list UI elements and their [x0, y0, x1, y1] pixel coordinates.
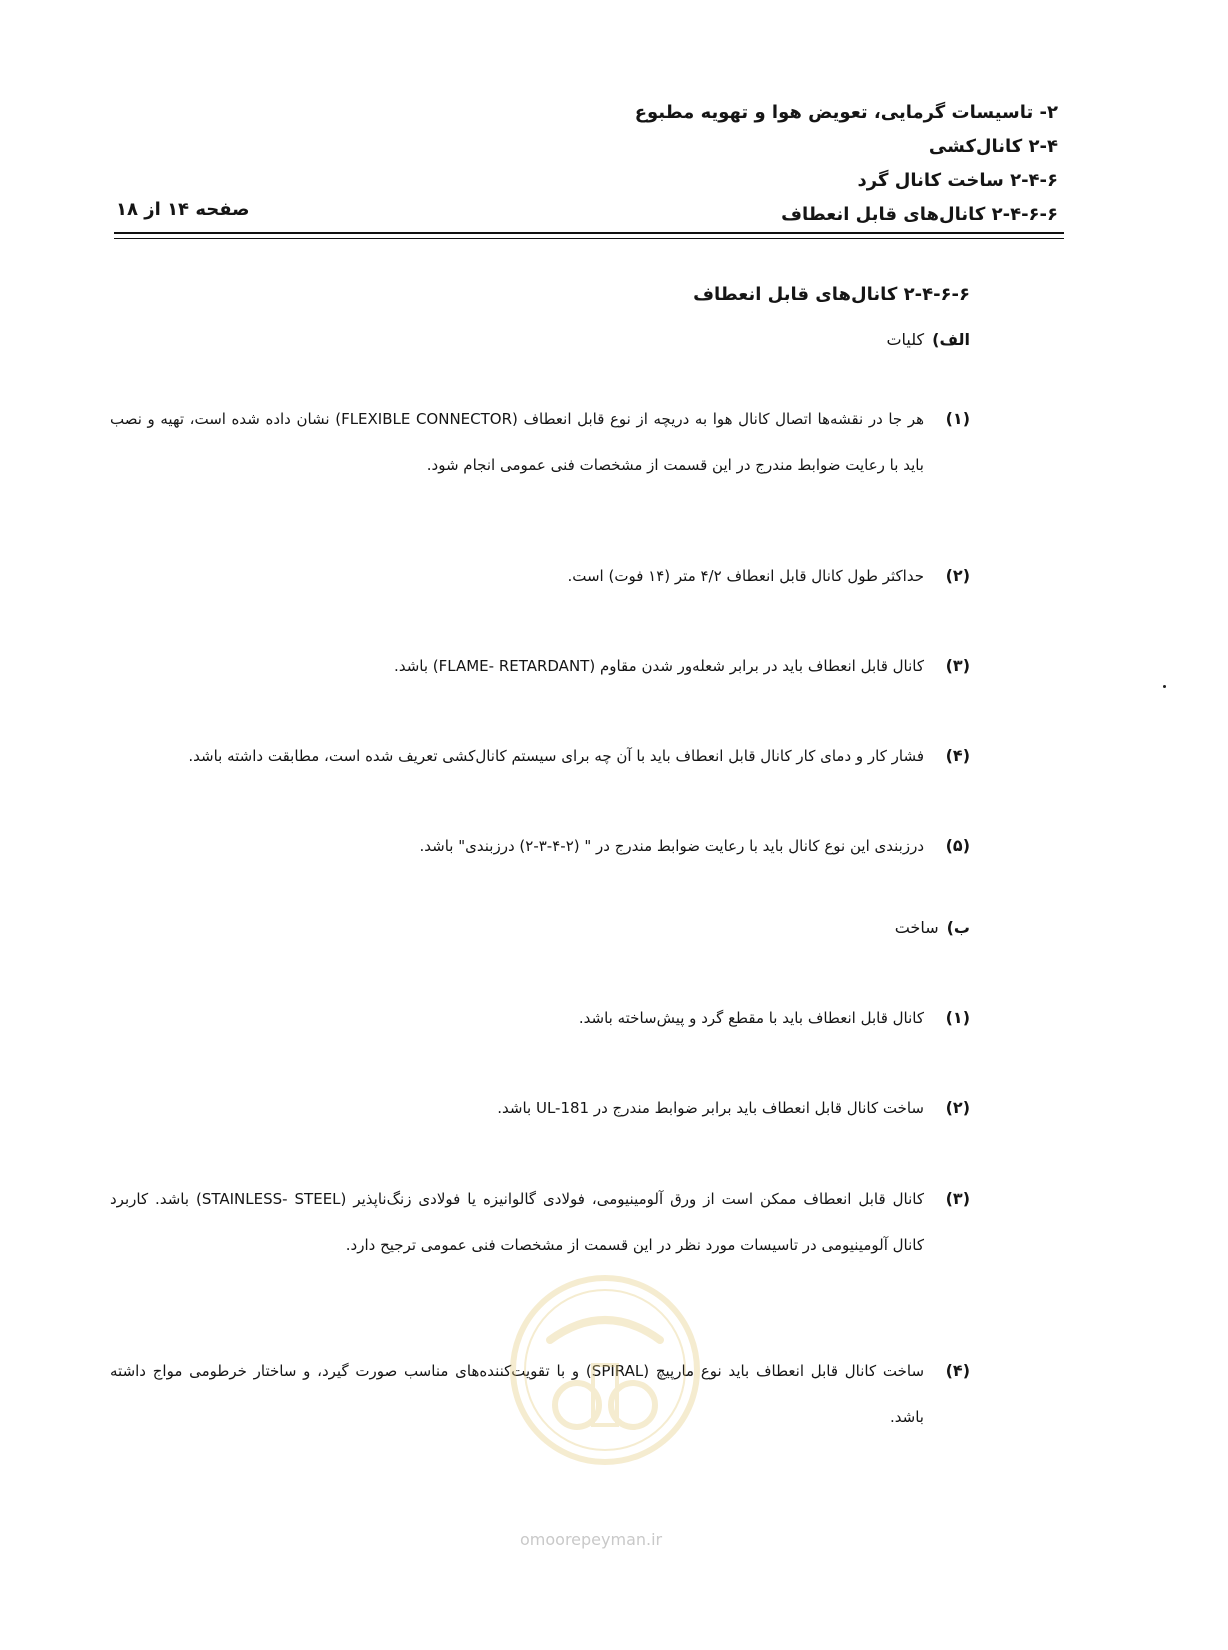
watermark-url: omoorepeyman.ir — [520, 1530, 663, 1549]
header-divider-thin — [114, 238, 1064, 239]
item-number: (۳) — [945, 1189, 970, 1208]
item-text: درزبندی این نوع کانال باید با رعایت ضوابط مندرج در " (۲-۴-۳-۲) درزبندی" باشد. — [419, 837, 924, 855]
item-text: ساخت کانال قابل انعطاف باید برابر ضوابط مندرج در UL-181 باشد. — [497, 1099, 924, 1117]
subsection-title: کلیات — [886, 330, 925, 349]
item-text: هر جا در نقشه‌ها اتصال کانال هوا به دریچه از نوع قابل انعطاف (FLEXIBLE CONNECTOR) نشان داده شده است، تهیه و نصب باید با رعایت ضوابط مندرج در این قسمت از مشخصات فنی عمومی انجام شود. — [110, 410, 925, 474]
page-number: صفحه ۱۴ از ۱۸ — [116, 199, 250, 220]
subsection-marker: ب) — [946, 918, 970, 937]
header-section: ۲-۴ کانال‌کشی — [928, 136, 1058, 157]
header-chapter: ۲- تاسیسات گرمایی، تعویض هوا و تهویه مطبوع — [634, 102, 1058, 123]
stray-dot — [1163, 685, 1166, 688]
item-number: (۲) — [945, 566, 970, 585]
watermark-logo-icon — [505, 1270, 705, 1470]
list-item — [110, 396, 970, 488]
item-text: کانال قابل انعطاف باید با مقطع گرد و پیش‌ساخته باشد. — [578, 1009, 924, 1027]
item-text: کانال قابل انعطاف ممکن است از ورق آلومینیومی، فولادی گالوانیزه یا فولادی زنگ‌ناپذیر (STAINLESS- STEEL) باشد. کاربرد کانال آلومینیومی در تاسیسات مورد نظر در این قسمت از مشخصات فنی عمومی ترجیح دارد. — [110, 1190, 924, 1254]
section-title: ۲-۴-۶-۶ کانال‌های قابل انعطاف — [693, 284, 970, 305]
item-number: (۴) — [945, 1361, 970, 1380]
item-text: کانال قابل انعطاف باید در برابر شعله‌ور شدن مقاوم (FLAME- RETARDANT) باشد. — [394, 657, 924, 675]
subsection-construction — [895, 918, 970, 937]
item-number: (۱) — [945, 1008, 970, 1027]
item-number: (۳) — [945, 656, 970, 675]
subsection-marker: الف) — [932, 330, 970, 349]
list-item — [110, 643, 970, 689]
list-item — [110, 1085, 970, 1131]
page-header — [298, 96, 1058, 232]
item-text: حداکثر طول کانال قابل انعطاف ۴/۲ متر (۱۴ فوت) است. — [567, 567, 924, 585]
list-item — [110, 995, 970, 1041]
header-subsection: ۲-۴-۶ ساخت کانال گرد — [857, 170, 1058, 191]
subsection-general — [886, 330, 970, 349]
header-divider — [114, 232, 1064, 234]
item-text: فشار کار و دمای کار کانال قابل انعطاف باید با آن چه برای سیستم کانال‌کشی تعریف شده است، مطابقت داشته باشد. — [188, 747, 924, 765]
list-item — [110, 553, 970, 599]
item-number: (۲) — [945, 1098, 970, 1117]
item-number: (۴) — [945, 746, 970, 765]
list-item — [110, 1176, 970, 1268]
item-number: (۱) — [945, 409, 970, 428]
subsection-title: ساخت — [894, 918, 939, 937]
list-item — [110, 823, 970, 869]
item-text: ساخت کانال قابل انعطاف باید نوع مارپیچ (SPIRAL) و با تقویت‌کننده‌های مناسب صورت گیرد، و ساختار خرطومی مواج داشته باشد. — [110, 1362, 925, 1426]
header-topic: ۲-۴-۶-۶ کانال‌های قابل انعطاف — [781, 204, 1058, 225]
item-number: (۵) — [945, 836, 970, 855]
list-item — [110, 733, 970, 779]
